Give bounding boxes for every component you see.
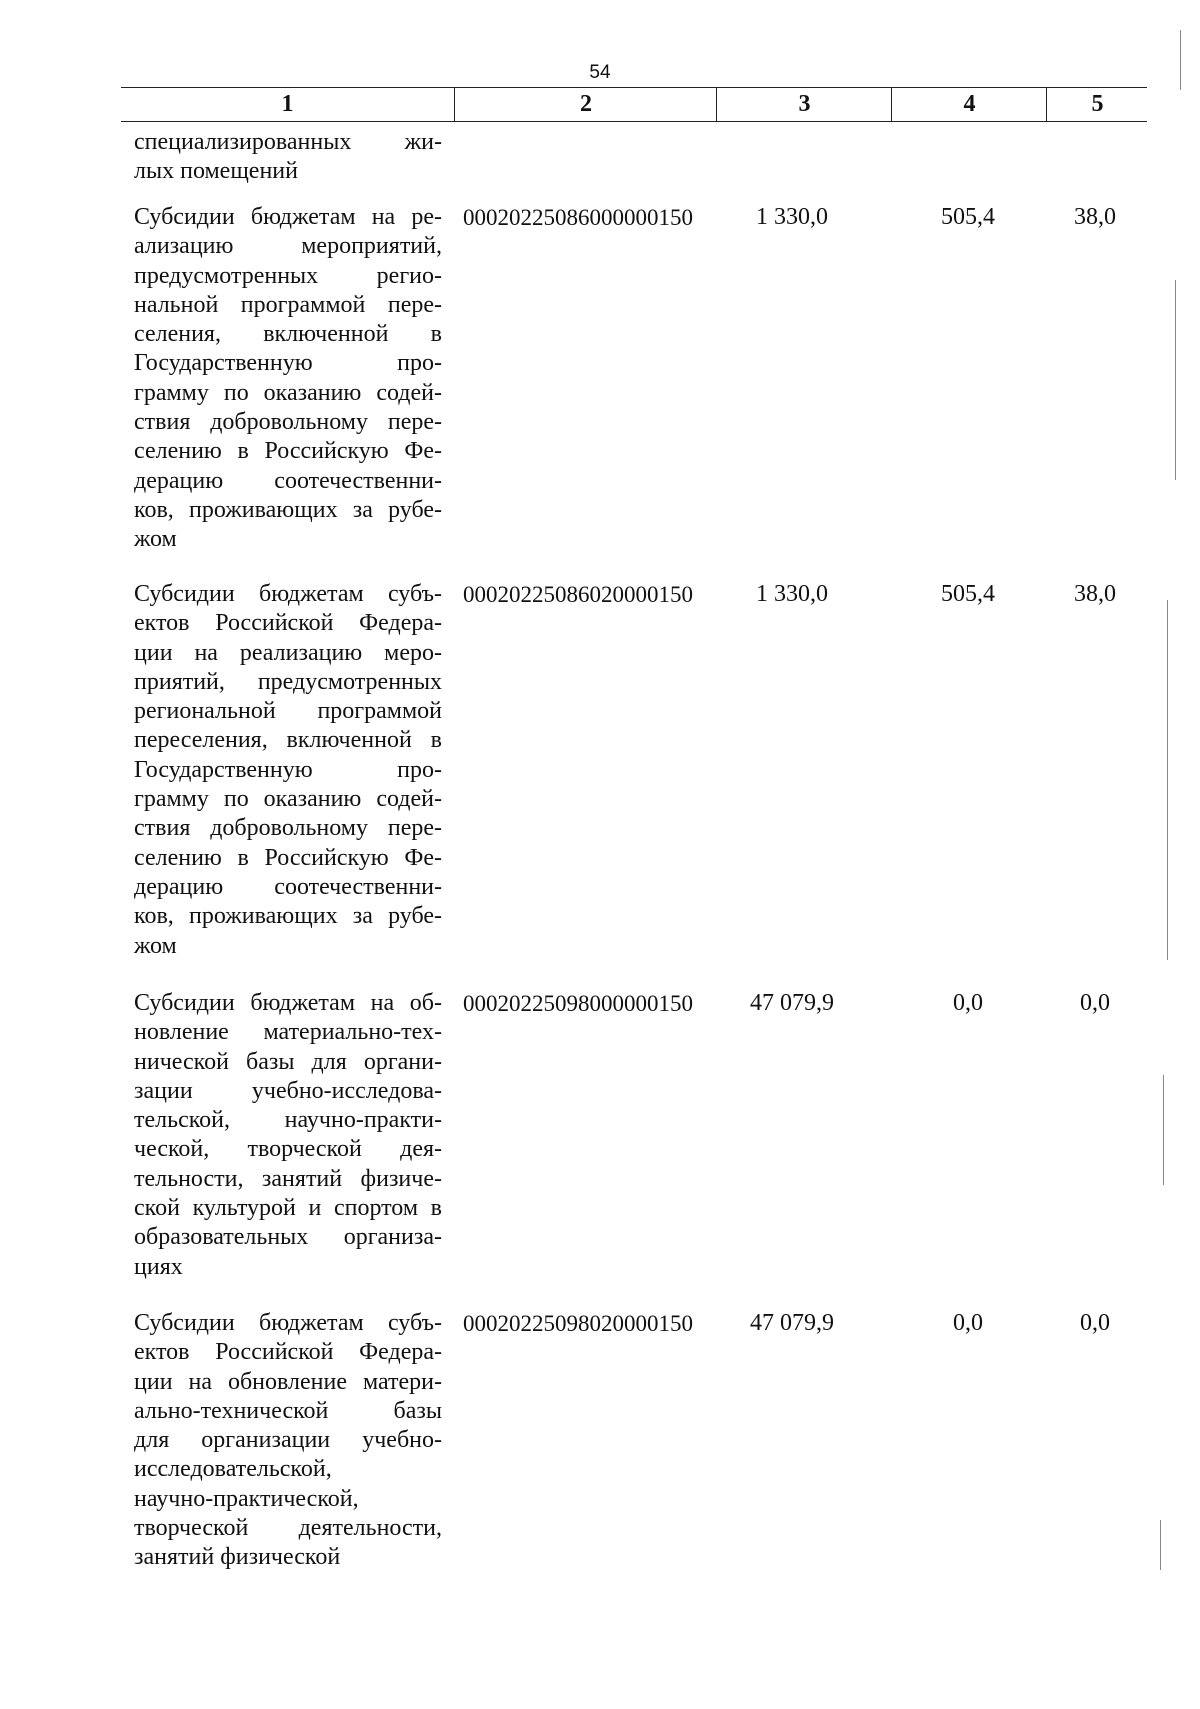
row-value-5: 38,0 [1074,581,1116,607]
row-name [134,128,442,187]
row-name-line: Субсидии бюджетам на об- [134,990,442,1016]
scan-edge-mark [1167,600,1168,960]
row-name-line: дерацию соотечественни- [134,467,442,494]
row-name-line: приятий, предусмотренных [134,668,442,695]
row-value-3: 47 079,9 [750,990,834,1016]
row-name-line: Субсидии бюджетам на ре- [134,204,442,230]
row-name-line: нальной программой пере- [134,291,442,318]
row-name-line: циях [134,1253,183,1280]
header-col-3: 3 [716,88,892,121]
row-value-5: 0,0 [1080,1310,1110,1336]
header-col-2: 2 [454,88,717,121]
row-value-3: 47 079,9 [750,1310,834,1336]
row-name-line: ции на реализацию меро- [134,639,442,666]
row-name [134,580,442,961]
row-name-line: переселения, включенной в [134,727,442,754]
page-number: 54 [589,62,611,83]
row-name-line: образовательных организа- [134,1224,442,1251]
scan-edge-mark [1175,280,1176,480]
row-name-line: дерацию соотечественни- [134,873,442,900]
row-name-line: тельской, научно-практи- [134,1107,442,1134]
row-value-5: 0,0 [1080,990,1110,1016]
row-name-line: для организации учебно- [134,1427,442,1454]
row-name-line: предусмотренных регио- [134,262,442,289]
row-value-5: 38,0 [1074,204,1116,230]
row-value-4: 0,0 [953,990,983,1016]
row-name-line: грамму по оказанию содей- [134,379,442,406]
header-col-1: 1 [281,91,294,117]
row-name-line: Субсидии бюджетам субъ- [134,581,442,607]
row-name-line: грамму по оказанию содей- [134,786,442,813]
header-col-4: 4 [891,88,1047,121]
row-name-line: ции на обновление матери- [134,1368,442,1395]
row-name-line: селению в Российскую Фе- [134,438,442,465]
row-name-line: Субсидии бюджетам субъ- [134,1310,442,1336]
row-name-line: ализацию мероприятий, [134,233,442,260]
row-value-3: 1 330,0 [756,581,828,607]
row-name-line: Государственную про- [134,756,442,783]
row-name-line: ской культурой и спортом в [134,1195,442,1222]
row-name-line: ствия добровольному пере- [134,409,442,436]
row-name-line: селению в Российскую Фе- [134,844,442,871]
row-name-line: ческой, творческой дея- [134,1136,442,1163]
row-name-line: занятий физической [134,1544,341,1571]
row-name-line: зации учебно-исследова- [134,1077,442,1104]
row-name-line: новление материально-тех- [134,1019,442,1046]
row-value-3: 1 330,0 [756,204,828,230]
row-name-line: ков, проживающих за рубе- [134,496,442,523]
row-name-line: жом [134,932,177,959]
row-name-line: селения, включенной в [134,321,442,348]
row-code: 00020225098020000150 [463,1311,693,1336]
scan-edge-mark [1160,1520,1161,1570]
row-name [134,989,442,1282]
row-name-line: лых помещений [134,158,298,185]
row-value-4: 505,4 [941,204,995,230]
row-name-line: ков, проживающих за рубе- [134,903,442,930]
row-name-line: исследовательской, [134,1456,332,1483]
row-name-line: Государственную про- [134,350,442,377]
row-value-4: 505,4 [941,581,995,607]
row-name-line: ектов Российской Федера- [134,610,442,637]
table-header [121,87,1147,122]
header-col-5: 5 [1046,88,1148,121]
row-name [134,203,442,555]
row-name-line: ствия добровольному пере- [134,815,442,842]
row-value-4: 0,0 [953,1310,983,1336]
row-code: 00020225086000000150 [463,205,693,230]
scan-edge-mark [1180,30,1181,90]
row-code: 00020225098000000150 [463,991,693,1016]
row-name-line: специализированных жи- [134,129,442,155]
row-name-line: ально-технической базы [134,1397,442,1424]
row-name-line: региональной программой [134,698,442,725]
row-code: 00020225086020000150 [463,582,693,607]
row-name-line: нической базы для органи- [134,1048,442,1075]
scan-edge-mark [1163,1075,1164,1185]
row-name-line: тельности, занятий физиче- [134,1165,442,1192]
row-name-line: ектов Российской Федера- [134,1339,442,1366]
row-name-line: научно-практической, [134,1485,359,1512]
row-name [134,1309,442,1573]
row-name-line: жом [134,526,177,553]
row-name-line: творческой деятельности, [134,1515,442,1542]
